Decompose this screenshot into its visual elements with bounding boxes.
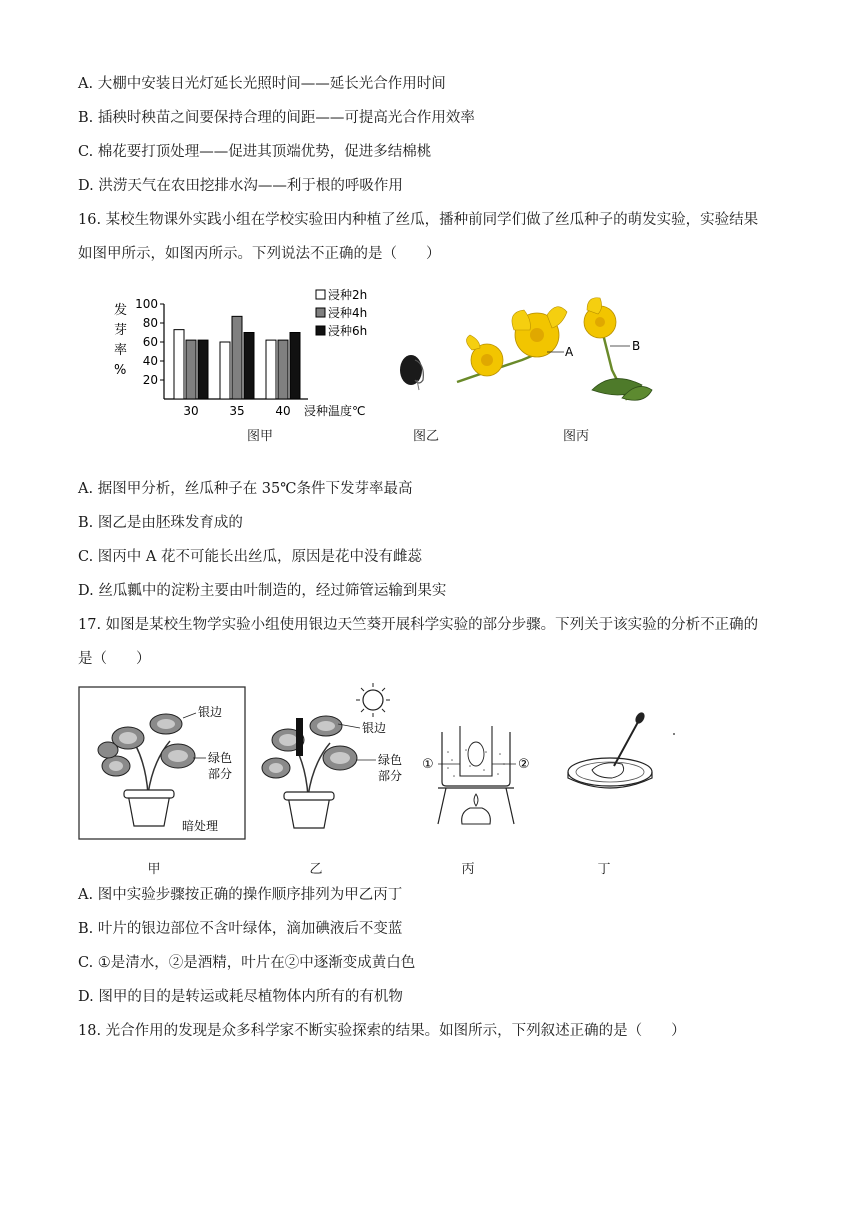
bar (232, 316, 242, 399)
bar (266, 340, 276, 399)
label-bufen-yi: 部分 (378, 769, 403, 783)
q17-option-a: A. 图中实验步骤按正确的操作顺序排列为甲乙丙丁 (78, 887, 403, 903)
bar (174, 330, 184, 399)
q16-option-c: C. 图丙中 A 花不可能长出丝瓜，原因是花中没有雌蕊 (78, 549, 422, 565)
q17-option-c: C. ①是清水，②是酒精，叶片在②中逐渐变成黄白色 (78, 955, 416, 971)
caption-figure-yi: 图乙 (412, 429, 439, 444)
caption-step-ding: 丁 (597, 862, 611, 877)
q15-option-c: C. 棉花要打顶处理——促进其顶端优势，促进多结棉桃 (78, 144, 432, 160)
q17-stem-line1: 17. 如图是某校生物学实验小组使用银边天竺葵开展科学实验的部分步骤。下列关于该实验的分析不正确的 (78, 617, 759, 633)
loofah-flowers-illustration (452, 290, 657, 408)
caption-step-jia: 甲 (147, 862, 161, 877)
label-lvse-jia: 绿色 (208, 751, 233, 765)
y-tick-label: 20 (142, 373, 158, 387)
label-flower-b: B (632, 339, 641, 353)
chart-ylabel (114, 303, 127, 378)
flower-a (512, 307, 567, 357)
legend-label: 浸种6h (328, 324, 368, 338)
flower-b (584, 298, 616, 338)
flower-left (466, 335, 503, 376)
bar (198, 340, 208, 399)
step-jia-dark-treatment (78, 686, 246, 840)
label-circled-1: ① (422, 757, 434, 772)
caption-step-yi: 乙 (309, 862, 323, 877)
q15-option-a: A. 大棚中安装日光灯延长光照时间——延长光合作用时间 (78, 76, 446, 92)
x-tick-label: 30 (183, 404, 199, 418)
q15-option-b: B. 插秧时秧苗之间要保持合理的间距——可提高光合作用效率 (78, 110, 475, 126)
bar (244, 333, 254, 400)
germination-bar-chart (108, 284, 398, 424)
label-anchuli: 暗处理 (182, 819, 219, 833)
q17-option-d: D. 图甲的目的是转运或耗尽植物体内所有的有机物 (78, 989, 403, 1005)
step-bing-water-bath (420, 720, 550, 832)
caption-step-bing: 丙 (461, 862, 475, 877)
bar (186, 340, 196, 399)
legend-swatch (316, 290, 325, 299)
q16-stem-line2: 如图甲所示，如图丙所示。下列说法不正确的是（ ） (78, 246, 441, 262)
label-circled-2: ② (518, 757, 530, 772)
label-yinbian-yi: 银边 (362, 721, 387, 735)
label-yinbian-jia: 银边 (198, 705, 223, 719)
seed-illustration (395, 346, 435, 396)
legend-swatch (316, 326, 325, 335)
q18-stem: 18. 光合作用的发现是众多科学家不断实验探索的结果。如图所示，下列叙述正确的是（ ） (78, 1023, 686, 1039)
ylabel-char: 率 (114, 343, 128, 358)
legend-label: 浸种2h (328, 288, 368, 302)
y-tick-label: 100 (135, 297, 158, 311)
caption-figure-jia: 图甲 (246, 429, 273, 444)
ylabel-char: 芽 (114, 323, 128, 338)
bar (220, 342, 230, 399)
ylabel-char: % (114, 363, 127, 378)
sun-icon (356, 683, 390, 717)
q15-option-d: D. 洪涝天气在农田挖排水沟——利于根的呼吸作用 (78, 178, 403, 194)
step-yi-light (258, 680, 428, 832)
caption-figure-bing: 图丙 (562, 429, 589, 444)
q16-option-a: A. 据图甲分析，丝瓜种子在 35℃条件下发芽率最高 (78, 481, 413, 497)
label-lvse-yi: 绿色 (378, 753, 403, 767)
bar (290, 333, 300, 400)
x-tick-label: 40 (275, 404, 291, 418)
q17-option-b: B. 叶片的银边部位不含叶绿体，滴加碘液后不变蓝 (78, 921, 403, 937)
q16-stem-line1: 16. 某校生物课外实践小组在学校实验田内种植了丝瓜，播种前同学们做了丝瓜种子的萌发实验，实验结果 (78, 212, 759, 228)
step-ding-iodine-drop (562, 710, 682, 800)
bar (278, 340, 288, 399)
q17-stem-line2: 是（ ） (78, 651, 151, 667)
q16-option-d: D. 丝瓜瓤中的淀粉主要由叶制造的，经过筛管运输到果实 (78, 583, 447, 599)
legend-swatch (316, 308, 325, 317)
y-tick-label: 40 (142, 354, 158, 368)
q16-option-b: B. 图乙是由胚珠发育成的 (78, 515, 243, 531)
label-bufen-jia: 部分 (208, 767, 233, 781)
chart-xlabel: 浸种温度℃ (304, 404, 366, 418)
y-tick-label: 60 (142, 335, 158, 349)
ylabel-char: 发 (114, 303, 128, 318)
label-flower-a: A (565, 345, 574, 359)
y-tick-label: 80 (142, 316, 158, 330)
legend-label: 浸种4h (328, 306, 368, 320)
x-tick-label: 35 (229, 404, 245, 418)
